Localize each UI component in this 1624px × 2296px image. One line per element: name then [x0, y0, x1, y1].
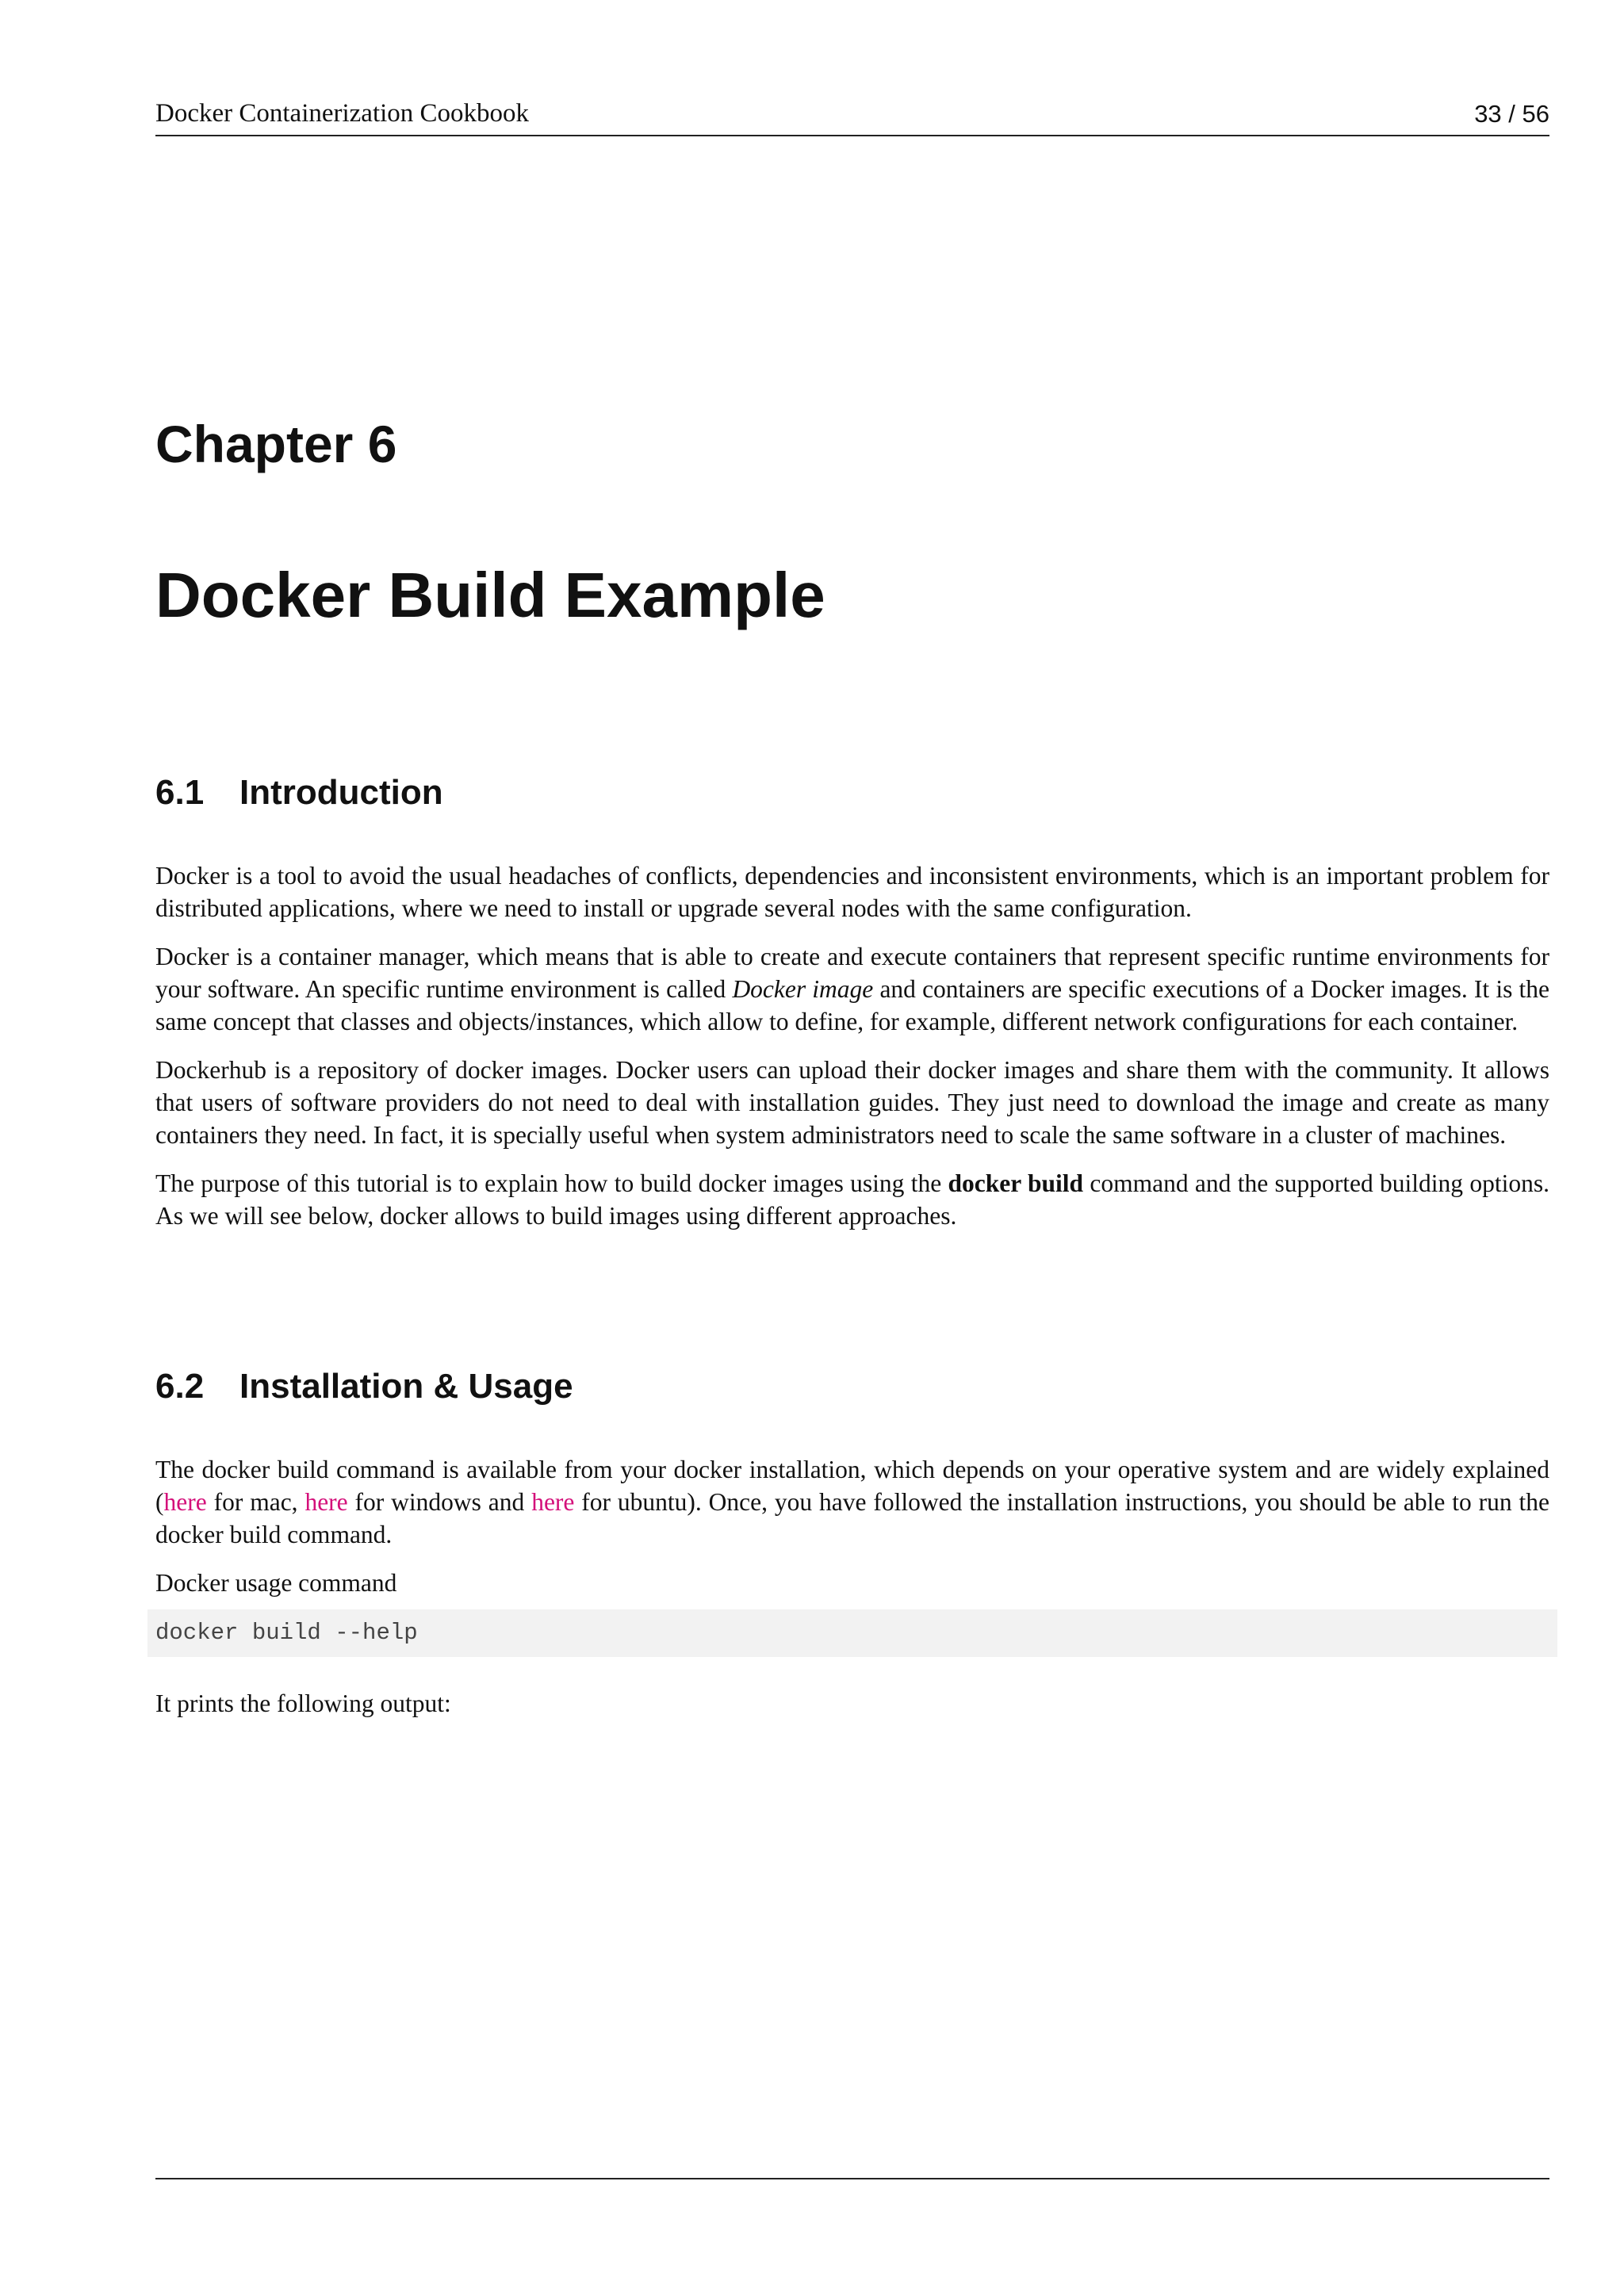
- link-here-mac[interactable]: here: [163, 1488, 207, 1516]
- after-code-text: It prints the following output:: [155, 1689, 451, 1717]
- page-number: 33 / 56: [1474, 100, 1549, 128]
- paragraph-text: for mac,: [206, 1488, 305, 1516]
- code-caption: [155, 1567, 1549, 1599]
- emphasis-docker-image: Docker image: [732, 975, 874, 1003]
- caption-text: Docker usage command: [155, 1569, 397, 1597]
- introduction-body: [155, 859, 1549, 1248]
- paragraph-text: for windows and: [347, 1488, 532, 1516]
- paragraph-text: Dockerhub is a repository of docker images. Docker users can upload their docker images and share them with the community. It allows that users of software providers do not need to deal with installation guides. They just need to download the image and create as many containers they need. In fact, it is specially useful when system administrators need to scale the same software in a cluster of machines.: [155, 1056, 1549, 1149]
- paragraph: [155, 859, 1549, 924]
- code-block: [147, 1609, 1557, 1657]
- paragraph-text: Docker is a container manager, which means that is able to create and execute containers that represent specific runtime environments for your software. An specific runtime environment is called: [155, 943, 1549, 1003]
- document-page: [155, 0, 1549, 2296]
- running-header: [155, 98, 1549, 136]
- paragraph: [155, 1054, 1549, 1151]
- paragraph: [155, 1167, 1549, 1232]
- section-number: 6.2: [155, 1367, 205, 1406]
- footer-rule: [155, 2178, 1549, 2179]
- chapter-label: Chapter 6: [155, 415, 397, 473]
- paragraph: [155, 1453, 1549, 1551]
- section-heading-installation: [155, 1367, 573, 1406]
- paragraph-text: The docker build command is available from your docker installation, which depends on your operative system and are widely explained (: [155, 1456, 1549, 1516]
- book-title: Docker Containerization Cookbook: [155, 99, 530, 128]
- section-heading-introduction: [155, 773, 443, 813]
- link-here-ubuntu[interactable]: here: [531, 1488, 575, 1516]
- link-here-windows[interactable]: here: [304, 1488, 348, 1516]
- section-number: 6.1: [155, 773, 205, 812]
- strong-docker-build: docker build: [948, 1169, 1084, 1197]
- paragraph: [155, 940, 1549, 1038]
- paragraph-text: and containers are specific executions of a Docker images. It is the same concept that classes and objects/instances, which allow to define, for example, different network configurations for each container.: [155, 975, 1549, 1035]
- paragraph-text: Docker is a tool to avoid the usual headaches of conflicts, dependencies and inconsistent environments, which is an important problem for distributed applications, where we need to install or upgrade several nodes with the same configuration.: [155, 862, 1549, 922]
- chapter-title: Docker Build Example: [155, 560, 825, 630]
- code-text: docker build --help: [155, 1620, 418, 1646]
- section-title: Introduction: [239, 773, 443, 812]
- installation-body: [155, 1453, 1549, 1615]
- paragraph-text: command and the supported building options. As we will see below, docker allows to build images using different approaches.: [155, 1169, 1549, 1230]
- paragraph-text: The purpose of this tutorial is to explain how to build docker images using the: [155, 1169, 948, 1197]
- section-title: Installation & Usage: [239, 1367, 573, 1406]
- paragraph-text: for ubuntu). Once, you have followed the installation instructions, you should be able to run the docker build command.: [155, 1488, 1549, 1548]
